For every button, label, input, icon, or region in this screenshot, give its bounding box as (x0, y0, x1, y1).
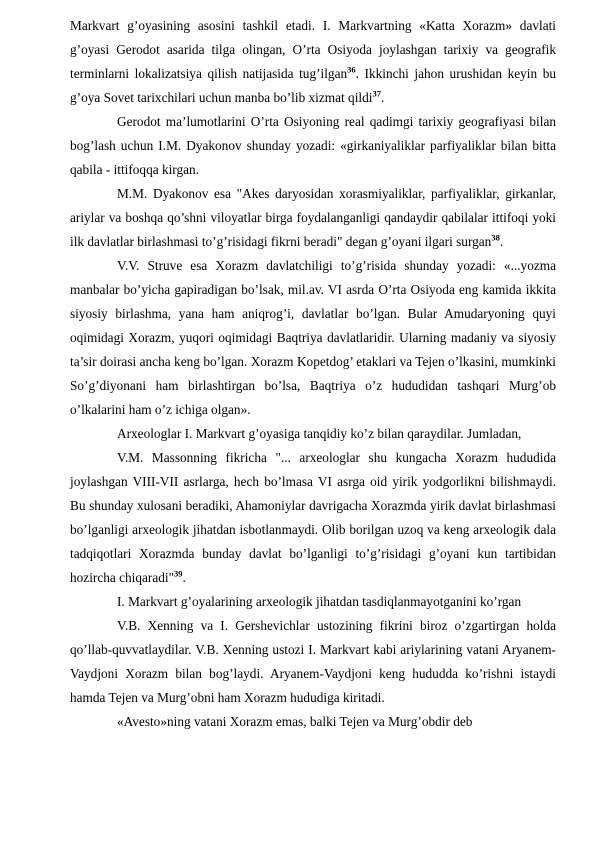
footnote-ref-37[interactable]: 37 (372, 88, 381, 99)
text-run: Gerodot ma’lumotlarini O’rta Osiyoning real qadimgi tarixiy geografiyasi bilan bog’lash uchun I.M. Dyakonov shunday yozadi: «girkaniyaliklar parfiyaliklar bilan bitta qabila - ittifoqqa kirgan. (70, 114, 556, 177)
text-run: «Avesto»ning vatani Xorazm emas, balki Tejen va Murg’obdir deb (117, 714, 473, 729)
text-run: . (499, 234, 504, 249)
text-run: . Ikkinchi jahon urushidan keyin bu g’oya Sovet tarixchilari uchun manba bo’lib xizmat qildi (70, 66, 556, 105)
paragraph-8 (70, 614, 556, 710)
text-run: V.B. Xenning va I. Gershevichlar ustozining fikrini biroz o’zgartirgan holda qo’llab-quvvatlaydilar. V.B. Xenning ustozi I. Markvart kabi ariylarining vatani Aryanem-Vaydjoni Xorazm bilan bog’laydi. Aryanem-Vaydjoni keng hududda ko’rishni istaydi hamda Tejen va Murg’obni ham Xorazm hududiga kiritadi. (70, 618, 556, 705)
paragraph-9 (70, 710, 556, 734)
paragraph-7 (70, 590, 556, 614)
text-run: . (380, 90, 385, 105)
paragraph-2 (70, 110, 556, 182)
document-page (70, 14, 556, 734)
text-run: V.M. Massonning fikricha "... arxeologlar shu kungacha Xorazm hududida joylashgan VIII-VII asrlarga, hech bo’lmasa VI asrga oid yirik yodgorlikni bilishmaydi. Bu shunday xulosani beradiki, Ahamoniylar davrigacha Xorazmda yirik davlat birlashmasi bo’lganligi arxeologik jihatdan isbotlanmaydi. Olib borilgan uzoq va keng arxeologik dala tadqiqotlari Xorazmda bunday davlat bo’lganligi to’g’risidagi g’oyani kun tartibidan hozircha chiqaradi" (70, 450, 556, 585)
footnote-ref-36[interactable]: 36 (347, 64, 356, 75)
text-run: Arxeologlar I. Markvart g’oyasiga tanqidiy ko’z bilan qaraydilar. Jumladan, (117, 426, 522, 441)
text-run: . (182, 570, 186, 585)
paragraph-1 (70, 14, 556, 110)
footnote-ref-39[interactable]: 39 (174, 568, 183, 579)
paragraph-3 (70, 182, 556, 254)
text-run: I. Markvart g’oyalarining arxeologik jihatdan tasdiqlanmayotganini ko’rgan (117, 594, 522, 609)
footnote-ref-38[interactable]: 38 (491, 232, 500, 243)
text-run: Markvart g’oyasining asosini tashkil etadi. I. Markvartning «Katta Xorazm» davlati g’oyasi Gerodot asarida tilga olingan, O’rta Osiyoda joylashgan tarixiy va geografik terminlarni lokalizatsiya qilish natijasida tug’ilgan (70, 18, 556, 81)
paragraph-5 (70, 422, 556, 446)
text-run: M.M. Dyakonov esa "Akes daryosidan xorasmiyaliklar, parfiyaliklar, girkanlar, ariylar va boshqa qo’shni viloyatlar birga foydalanganligi qandaydir qabilalar ittifoqi yoki ilk davlatlar birlashmasi to’g’risidagi fikrni beradi" degan g’oyani ilgari surgan (70, 186, 556, 249)
paragraph-4 (70, 254, 556, 422)
text-run: V.V. Struve esa Xorazm davlatchiligi to’g’risida shunday yozadi: «...yozma manbalar bo’yicha gapiradigan bo’lsak, mil.av. VI asrda O’rta Osiyoda eng kamida ikkita siyosiy birlashma, yana ham aniqrog’i, davlatlar bo’lgan. Bular Amudaryoning quyi oqimidagi Xorazm, yuqori oqimidagi Baqtriya davlatlaridir. Ularning madaniy va siyosiy ta’sir doirasi ancha keng bo’lgan. Xorazm Kopetdog’ etaklari va Tejen o’lkasini, mumkinki So’g’diyonani ham birlashtirgan bo’lsa, Baqtriya o’z hududidan tashqari Murg’ob o’lkalarini ham o’z ichiga olgan». (70, 258, 556, 417)
paragraph-6 (70, 446, 556, 590)
